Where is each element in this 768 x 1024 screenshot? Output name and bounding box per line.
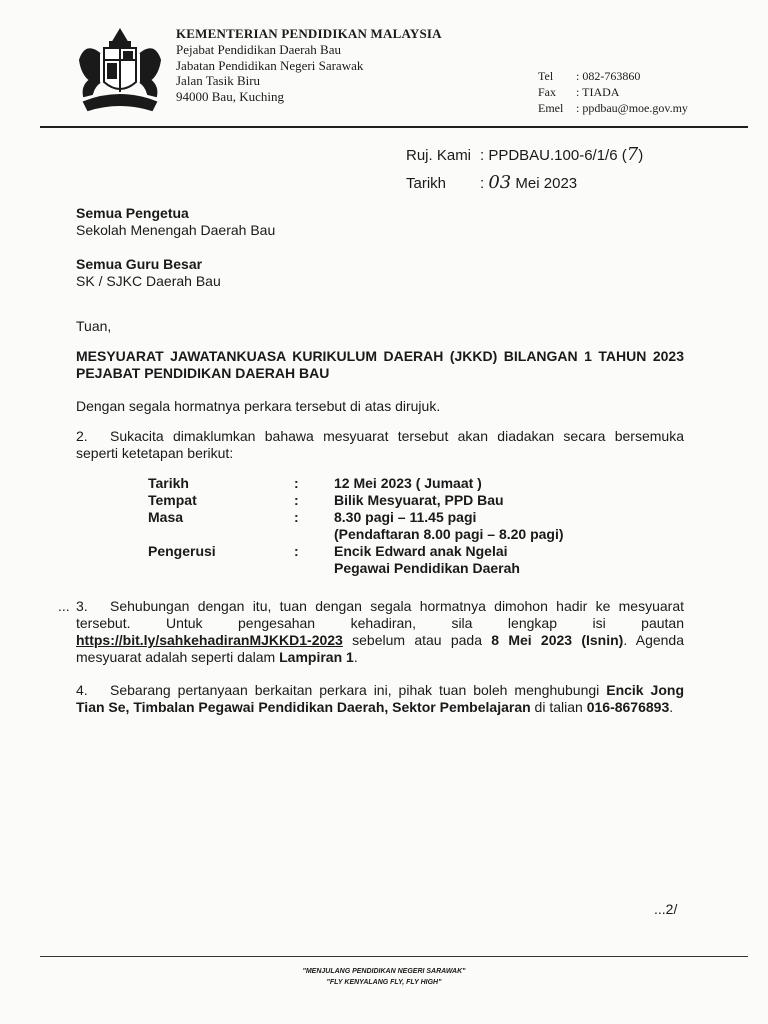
ref-label: Ruj. Kami	[406, 147, 472, 164]
paragraph-number: 4.	[76, 682, 88, 698]
paragraph-text: .	[669, 699, 674, 715]
detail-value: Encik Edward anak Ngelai	[334, 543, 508, 559]
detail-colon: :	[294, 543, 299, 559]
attendance-link[interactable]: https://bit.ly/sahkehadiranMJKKD1-2023	[76, 632, 343, 648]
detail-colon: :	[294, 475, 299, 491]
recipient-block	[76, 205, 275, 239]
date-label: Tarikh	[406, 175, 447, 192]
paragraph-text: Sebarang pertanyaan berkaitan perkara ini, pihak tuan boleh menghubungi	[110, 682, 607, 698]
letterhead-divider	[40, 126, 748, 128]
footer-slogan: "FLY KENYALANG FLY, FLY HIGH"	[326, 979, 442, 986]
detail-row	[148, 475, 564, 492]
date-month-year: Mei 2023	[515, 175, 578, 192]
detail-value: 12 Mei 2023 ( Jumaat )	[334, 475, 482, 491]
deadline-date: 8 Mei 2023 (Isnin)	[491, 632, 624, 648]
contact-value: : ppdbau@moe.gov.my	[576, 101, 688, 115]
ministry-name: KEMENTERIAN PENDIDIKAN MALAYSIA	[176, 26, 442, 41]
address-line: Jabatan Pendidikan Negeri Sarawak	[176, 57, 364, 73]
detail-key: Tempat	[148, 492, 197, 508]
detail-colon: :	[294, 492, 299, 508]
continuation-mark: ...	[58, 598, 70, 614]
contact-block	[538, 68, 688, 116]
recipient-line: Sekolah Menengah Daerah Bau	[76, 222, 276, 238]
page-continuation: ...2/	[654, 901, 678, 917]
contact-value: : TIADA	[576, 85, 620, 99]
contact-email	[538, 100, 688, 116]
contact-label: Fax	[538, 85, 556, 99]
footer-divider	[40, 956, 748, 957]
contact-person: Encik Jong Tian Se, Timbalan Pegawai Pendidikan Daerah, Sektor Pembelajaran	[76, 682, 684, 715]
detail-row	[148, 560, 564, 577]
detail-colon	[294, 526, 334, 543]
recipient-block	[76, 256, 221, 290]
contact-value: : 082-763860	[576, 69, 641, 83]
ref-handwritten: 7	[626, 144, 639, 165]
date-colon: :	[480, 175, 485, 192]
salutation: Tuan,	[76, 318, 112, 334]
recipient-title: Semua Guru Besar	[76, 256, 203, 272]
paragraph-4	[76, 682, 684, 716]
reference-number	[406, 144, 643, 165]
intro-paragraph: Dengan segala hormatnya perkara tersebut di atas dirujuk.	[76, 398, 441, 414]
contact-label: Emel	[538, 101, 564, 115]
recipient-title: Semua Pengetua	[76, 205, 189, 221]
detail-key: Masa	[148, 509, 184, 525]
detail-row	[148, 492, 564, 509]
contact-phone: 016-8676893	[586, 699, 670, 715]
ref-close: )	[638, 147, 644, 164]
paragraph-text: di talian	[530, 699, 587, 715]
paragraph-text: .	[353, 649, 358, 665]
detail-row	[148, 543, 564, 560]
detail-value: Pegawai Pendidikan Daerah	[334, 560, 520, 576]
detail-colon	[294, 560, 334, 577]
detail-key	[148, 560, 294, 577]
detail-colon: :	[294, 509, 299, 525]
detail-value: 8.30 pagi – 11.45 pagi	[334, 509, 477, 525]
contact-label: Tel	[538, 69, 554, 83]
letter-date	[406, 172, 577, 193]
contact-tel	[538, 68, 688, 84]
paragraph-text: sebelum atau pada	[342, 632, 492, 648]
detail-value: Bilik Mesyuarat, PPD Bau	[334, 492, 504, 508]
office-address	[176, 42, 363, 104]
address-line: Jalan Tasik Biru	[176, 73, 261, 88]
paragraph-text: Sukacita dimaklumkan bahawa mesyuarat tersebut akan diadakan secara bersemuka seperti ketetapan berikut:	[76, 428, 684, 461]
paragraph-number: 2.	[76, 428, 88, 444]
paragraph-3	[58, 598, 684, 666]
contact-fax	[538, 84, 688, 100]
letter-subject: MESYUARAT JAWATANKUASA KURIKULUM DAERAH (JKKD) BILANGAN 1 TAHUN 2023 PEJABAT PENDIDIKAN DAERAH BAU	[76, 348, 684, 381]
meeting-details	[148, 475, 564, 577]
attachment-ref: Lampiran 1	[279, 649, 354, 665]
detail-key	[148, 526, 294, 543]
ref-value: : PPDBAU.100-6/1/6 (	[480, 147, 627, 164]
footer-motto: "MENJULANG PENDIDIKAN NEGERI SARAWAK"	[302, 968, 466, 975]
recipient-line: SK / SJKC Daerah Bau	[76, 273, 221, 289]
paragraph-number: 3.	[76, 598, 88, 614]
detail-value: (Pendaftaran 8.00 pagi – 8.20 pagi)	[334, 526, 564, 542]
detail-row	[148, 526, 564, 543]
coat-of-arms-logo	[70, 26, 170, 116]
paragraph-text: Sehubungan dengan itu, tuan dengan segala hormatnya dimohon hadir ke mesyuarat tersebut. Untuk pengesahan kehadiran, sila lengkap isi pautan	[76, 598, 684, 631]
detail-row	[148, 509, 564, 526]
detail-key: Pengerusi	[148, 543, 216, 559]
date-handwritten-day: 03	[488, 172, 512, 193]
paragraph-2	[76, 428, 684, 462]
address-line: 94000 Bau, Kuching	[176, 88, 284, 104]
address-line: Pejabat Pendidikan Daerah Bau	[176, 42, 341, 57]
detail-key: Tarikh	[148, 475, 189, 491]
paragraph-text: . Agenda mesyuarat adalah seperti dalam	[76, 632, 684, 665]
